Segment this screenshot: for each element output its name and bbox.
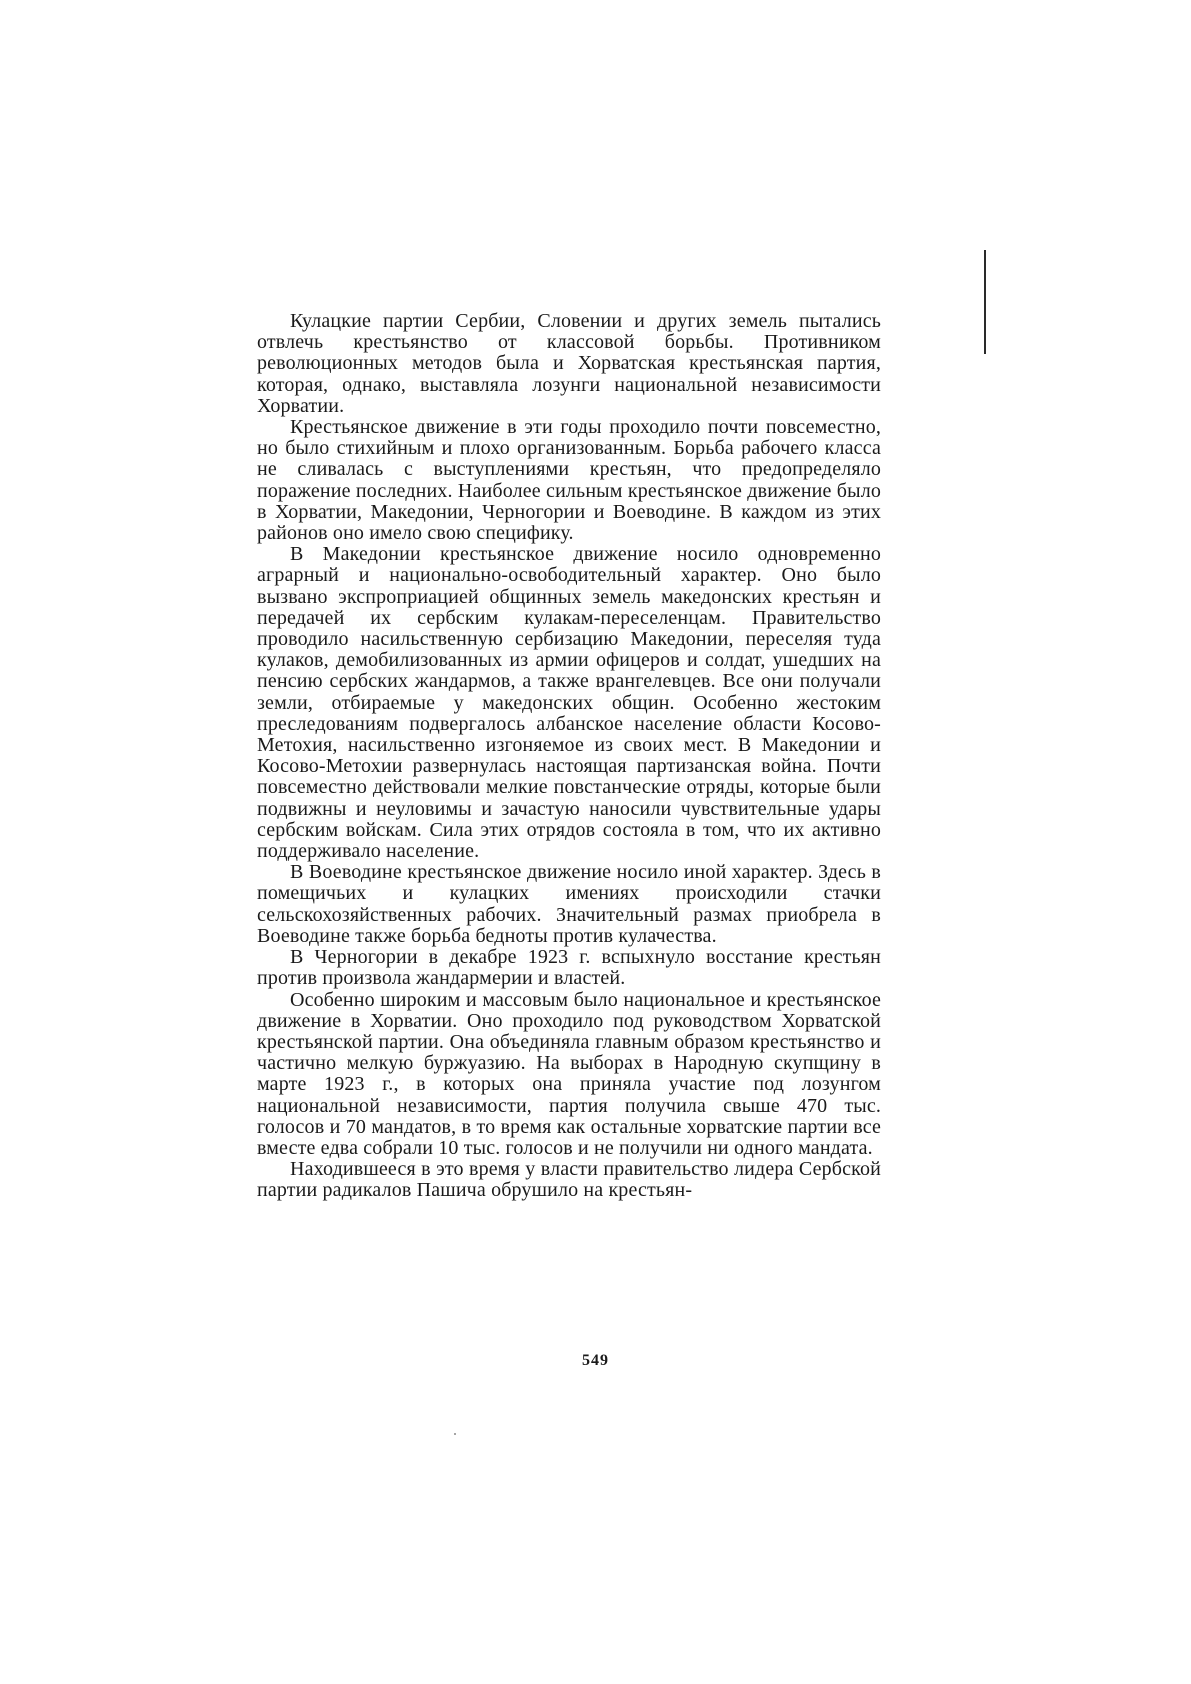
paragraph-2: Крестьянское движение в эти годы проходило почти повсеместно, но было стихийным и плохо организованным. Борьба рабочего класса не сливалась с выступлениями крестьян, что предопределяло поражение последних. Наиболее сильным крестьянское движение было в Хорватии, Македонии, Черногории и Воеводине. В каждом из этих районов оно имело свою специфику.	[257, 416, 881, 545]
page-number: 549	[582, 1352, 609, 1369]
paragraph-7: Находившееся в это время у власти правительство лидера Сербской партии радикалов Пашича обрушило на крестьян-	[257, 1158, 881, 1202]
paragraph-3: В Македонии крестьянское движение носило одновременно аграрный и национально-освободительный характер. Оно было вызвано экспроприацией общинных земель македонских крестьян и передачей их сербским кулакам-переселенцам. Правительство проводило насильственную сербизацию Македонии, переселяя туда кулаков, демобилизованных из армии офицеров и солдат, ушедших на пенсию сербских жандармов, а также врангелевцев. Все они получали земли, отбираемые у македонских общин. Особенно жестоким преследованиям подвергалось албанское население области Косово-Метохия, насильственно изгоняемое из своих мест. В Македонии и Косово-Метохии развернулась настоящая партизанская война. Почти повсеместно действовали мелкие повстанческие отряды, которые были подвижны и неуловимы и зачастую наносили чувствительные удары сербским войскам. Сила этих отрядов состояла в том, что их активно поддерживало население.	[257, 543, 881, 863]
scan-speck	[454, 1433, 456, 1435]
body-text	[257, 311, 881, 1202]
paragraph-6: Особенно широким и массовым было национальное и крестьянское движение в Хорватии. Оно проходило под руководством Хорватской крестьянской партии. Она объединяла главным образом крестьянство и частично мелкую буржуазию. На выборах в Народную скупщину в марте 1923 г., в которых она приняла участие под лозунгом национальной независимости, партия получила свыше 470 тыс. голосов и 70 мандатов, в то время как остальные хорватские партии все вместе едва собрали 10 тыс. голосов и не получили ни одного мандата.	[257, 988, 881, 1159]
scan-margin-line	[984, 250, 986, 354]
paragraph-1: Кулацкие партии Сербии, Словении и других земель пытались отвлечь крестьянство от классовой борьбы. Противником революционных методов была и Хорватская крестьянская партия, которая, однако, выставляла лозунги национальной независимости Хорватии.	[257, 310, 881, 417]
paragraph-5: В Черногории в декабре 1923 г. вспыхнуло восстание крестьян против произвола жандармерии и властей.	[257, 946, 881, 990]
paragraph-4: В Воеводине крестьянское движение носило иной характер. Здесь в помещичьих и кулацких имениях происходили стачки сельскохозяйственных рабочих. Значительный размах приобрела в Воеводине также борьба бедноты против кулачества.	[257, 861, 881, 947]
